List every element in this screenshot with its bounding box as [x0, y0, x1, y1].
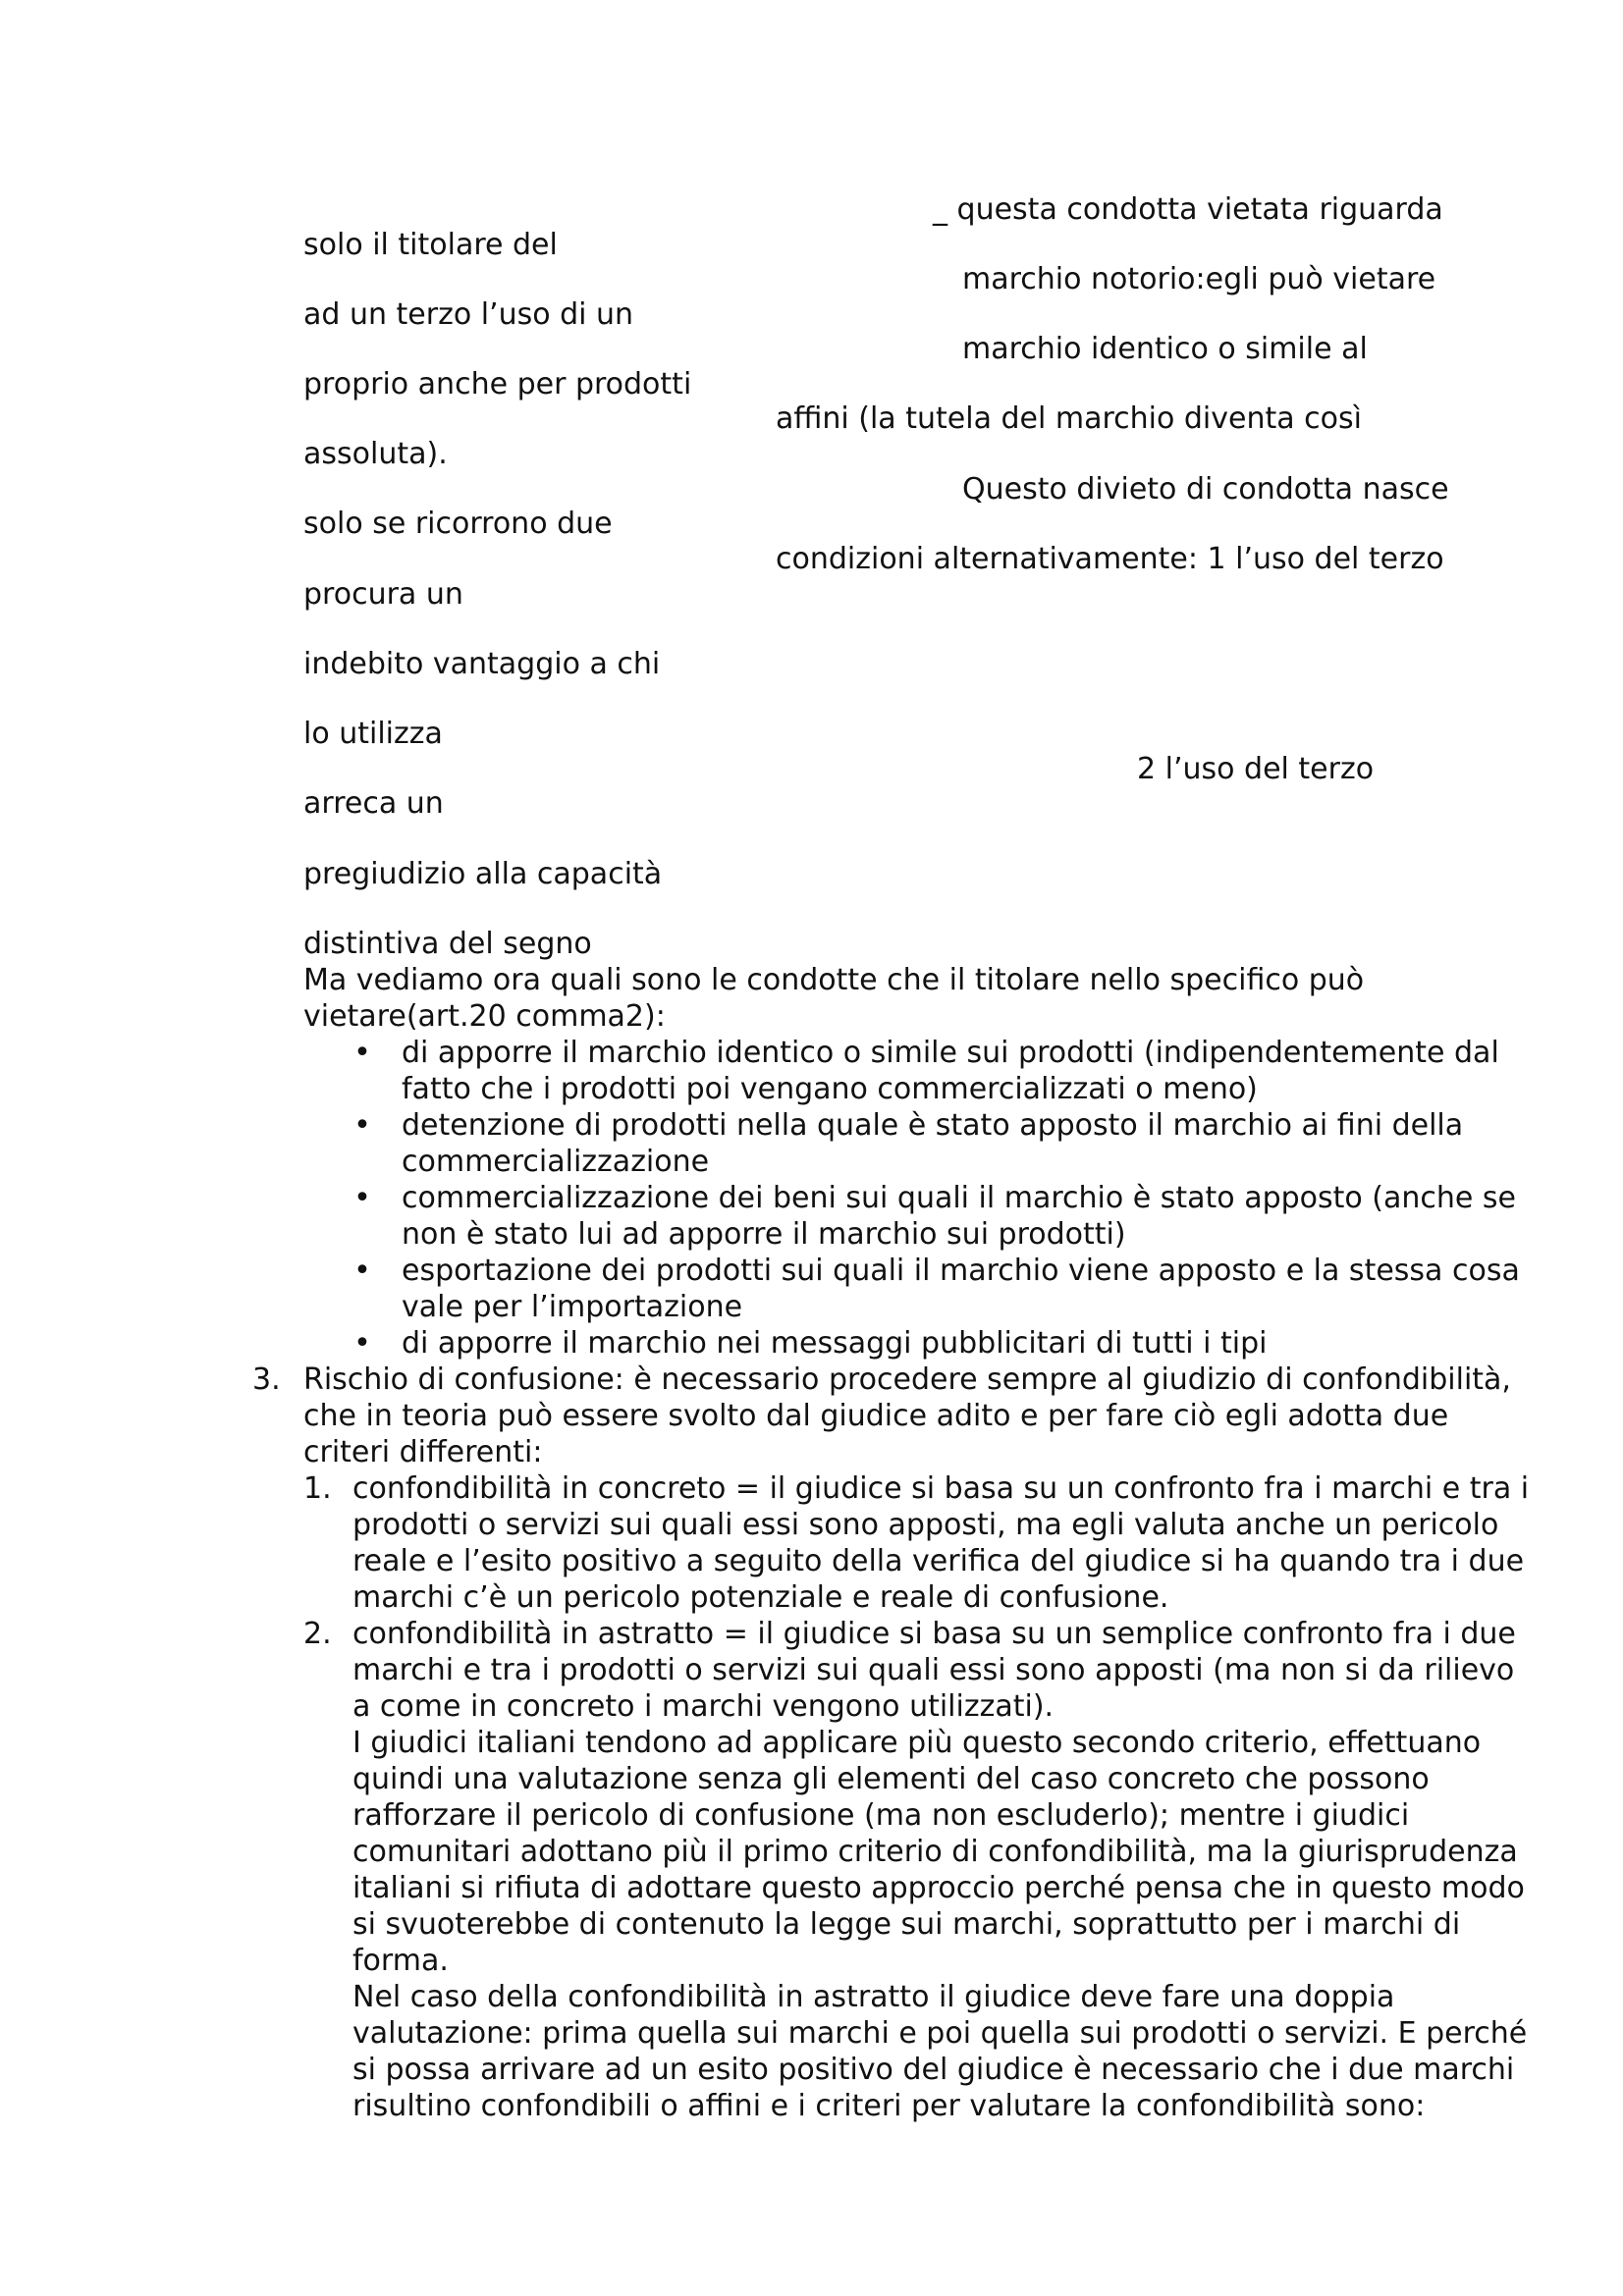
left-fragment: lo utilizza — [303, 717, 443, 751]
bullet-icon: • — [353, 1326, 371, 1361]
item-text: Rischio di confusione: è necessario procedere sempre al giudizio di confondibilità, che in teoria può essere svolto dal giudice adito e per fare ciò egli adotta due criteri differenti: — [303, 1362, 1511, 1469]
right-fragment: condizioni alternativamente: 1 l’uso del terzo — [776, 542, 1444, 576]
right-fragment: Questo divieto di condotta nasce — [962, 472, 1449, 507]
sub-item-paragraph: Nel caso della confondibilità in astratto il giudice deve fare una doppia valutazione: prima quella sui marchi e poi quella sui prodotti o servizi. E perché si possa arrivare ad un esito positivo del giudice è necessario che i due marchi risultino confondibili o affini e i criteri per valutare la confondibilità sono: — [352, 1980, 1528, 2123]
bullet-icon: • — [353, 1254, 371, 1288]
left-fragment: pregiudizio alla capacità — [303, 857, 663, 891]
left-fragment: assoluta). — [303, 437, 448, 471]
left-fragment: ad un terzo l’uso di un — [303, 297, 634, 332]
list-item: • detenzione di prodotti nella quale è stato apposto il marchio ai fini della commercializzazione — [353, 1108, 1464, 1179]
left-fragment: procura un — [303, 577, 463, 612]
right-fragment: marchio identico o simile al — [962, 332, 1368, 366]
bullet-icon: • — [353, 1108, 371, 1143]
list-item: • di apporre il marchio nei messaggi pubblicitari di tutti i tipi — [353, 1326, 1268, 1361]
sub-item-paragraph: I giudici italiani tendono ad applicare più questo secondo criterio, effettuano quindi una valutazione senza gli elementi del caso concreto che possono rafforzare il pericolo di confusione (ma non escluderlo); mentre i giudici comunitari adottano più il primo criterio di confondibilità, ma la giurisprudenza italiani si rifiuta di adottare questo approccio perché pensa che in questo modo si svuoterebbe di contenuto la legge sui marchi, soprattutto per i marchi di forma. — [352, 1726, 1525, 1978]
list-number: 2. — [303, 1617, 332, 1651]
right-fragment: 2 l’uso del terzo — [1137, 752, 1375, 786]
left-fragment: distintiva del segno — [303, 927, 592, 961]
left-fragment: solo se ricorrono due — [303, 507, 613, 541]
numbered-list — [252, 1362, 1531, 2124]
left-fragment: indebito vantaggio a chi — [303, 647, 661, 681]
sub-item-2 — [303, 1616, 1531, 2124]
bullet-icon: • — [353, 1036, 371, 1070]
list-number: 1. — [303, 1471, 332, 1506]
list-item: • di apporre il marchio identico o simile sui prodotti (indipendentemente dal fatto che i prodotti poi vengano commercializzati o meno) — [353, 1036, 1499, 1106]
left-fragment: proprio anche per prodotti — [303, 367, 692, 401]
sub-list — [303, 1470, 1531, 2124]
bullet-list — [303, 1035, 1531, 1362]
list-item: • esportazione dei prodotti sui quali il marchio viene apposto e la stessa cosa vale per l’importazione — [353, 1254, 1520, 1324]
left-fragment: solo il titolare del — [303, 228, 558, 262]
sub-item-1 — [303, 1470, 1531, 1616]
list-number: 3. — [252, 1362, 281, 1397]
intro-paragraph: Ma vediamo ora quali sono le condotte che il titolare nello specifico può vietare(art.20 comma2): — [303, 963, 1365, 1034]
left-fragment: arreca un — [303, 786, 444, 821]
bullet-icon: • — [353, 1181, 371, 1215]
right-fragment: _ questa condotta vietata riguarda — [933, 192, 1443, 227]
list-item: • commercializzazione dei beni sui quali il marchio è stato apposto (anche se non è stato lui ad apporre il marchio sui prodotti) — [353, 1181, 1516, 1252]
list-item-3 — [252, 1362, 1531, 2124]
sub-item-text: confondibilità in astratto = il giudice si basa su un semplice confronto fra i due marchi e tra i prodotti o servizi sui quali essi sono apposti (ma non si da rilievo a come in concreto i marchi vengono utilizzati). — [352, 1617, 1516, 1724]
right-fragment: affini (la tutela del marchio diventa così — [776, 401, 1362, 436]
right-fragment: marchio notorio:egli può vietare — [962, 262, 1436, 296]
sub-item-text: confondibilità in concreto = il giudice si basa su un confronto fra i marchi e tra i prodotti o servizi sui quali essi sono apposti, ma egli valuta anche un pericolo reale e l’esito positivo a seguito della verifica del giudice si ha quando tra i due marchi c’è un pericolo potenziale e reale di confusione. — [352, 1471, 1530, 1615]
document-body — [252, 962, 1531, 2124]
